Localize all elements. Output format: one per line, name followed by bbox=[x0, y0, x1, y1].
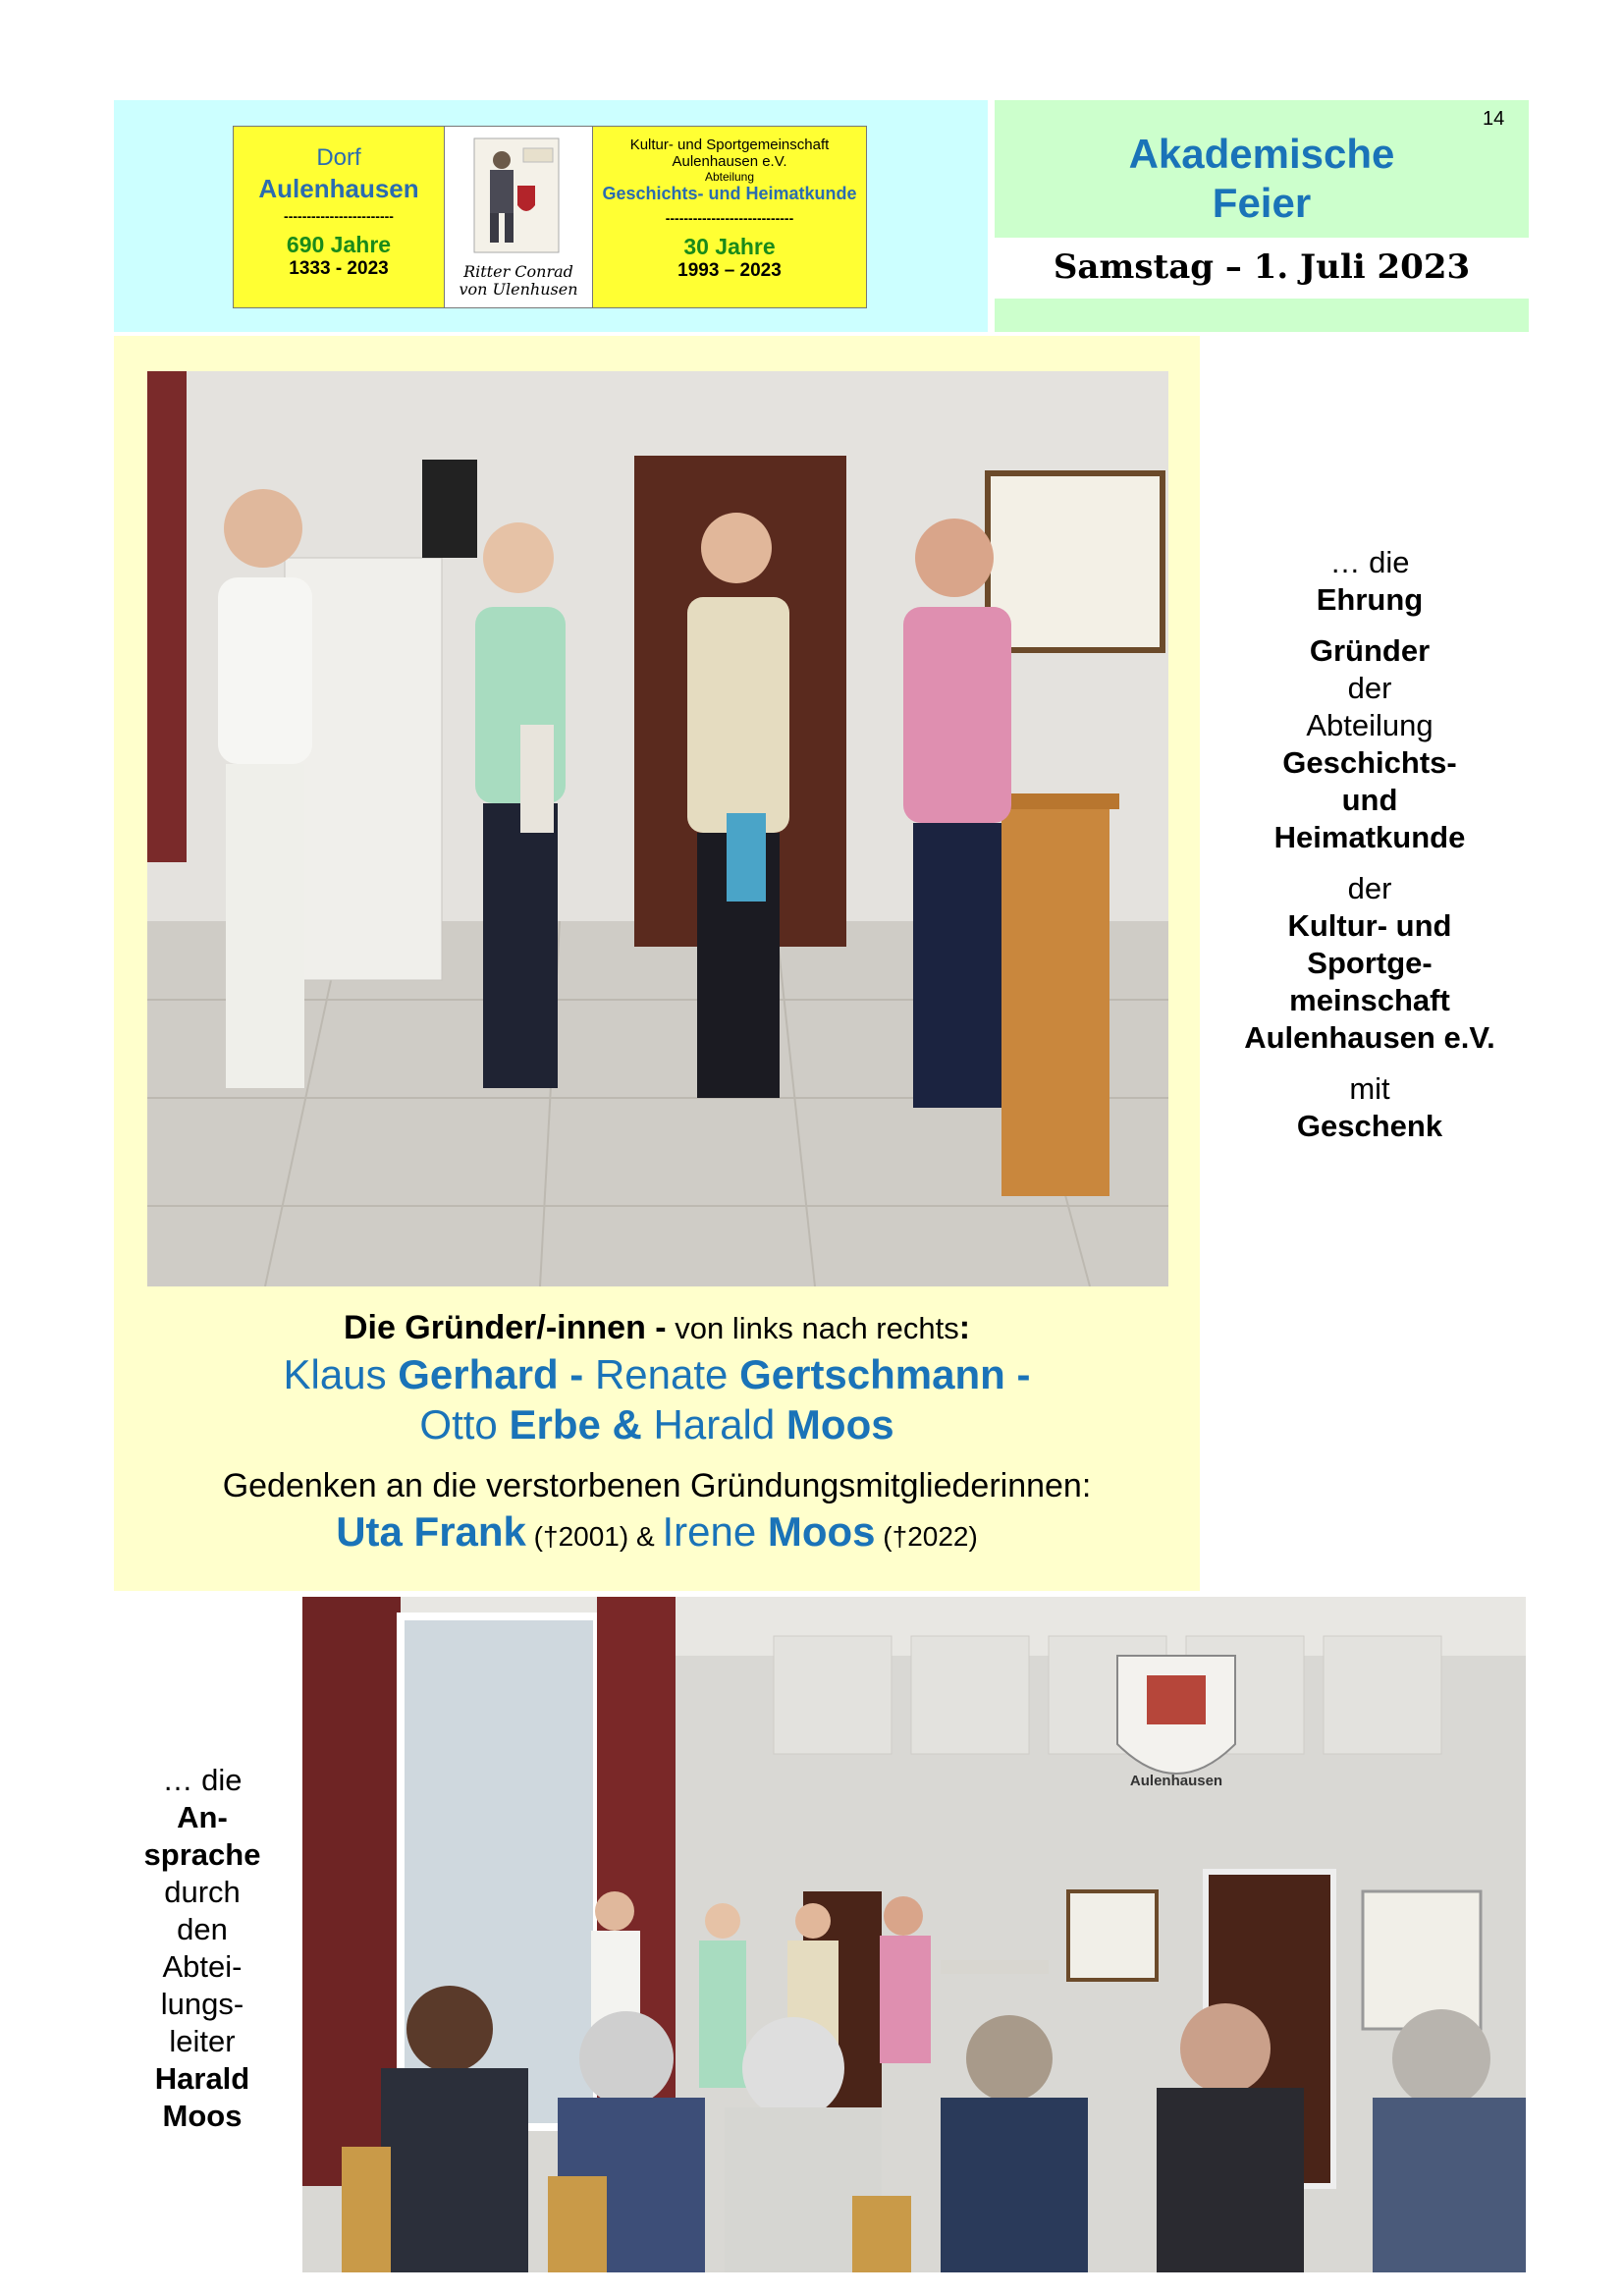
caption-ampersand: & bbox=[600, 1401, 654, 1448]
side1-line: meinschaft bbox=[1289, 983, 1450, 1017]
logo-divider: ------------------------ bbox=[284, 208, 394, 224]
logo-village-years-count: 690 Jahre bbox=[286, 232, 392, 257]
deceased-2-first: Irene bbox=[662, 1508, 768, 1555]
memorial-text: Gedenken an die verstorbenen Gründungsmitgliederinnen: bbox=[222, 1467, 1092, 1504]
side2-line: den bbox=[177, 1912, 228, 1946]
side1-spacer bbox=[1217, 619, 1522, 632]
deceased-2-last: Moos bbox=[767, 1508, 876, 1555]
photo-hall-speech bbox=[302, 1597, 1526, 2272]
logo-club-location: Aulenhausen e.V. bbox=[672, 153, 787, 170]
side2-line: leiter bbox=[169, 2024, 236, 2058]
founder-3-first: Otto bbox=[419, 1401, 510, 1448]
logo-village-label: Dorf bbox=[316, 144, 361, 171]
logo-knight-column bbox=[444, 127, 593, 307]
founder-1-first: Klaus bbox=[283, 1351, 399, 1397]
knight-illustration bbox=[445, 127, 592, 264]
side2-line: sprache bbox=[143, 1837, 261, 1872]
caption-heading bbox=[114, 1306, 1200, 1350]
hall-sign-text: Aulenhausen bbox=[1129, 1773, 1223, 1789]
founder-3-last: Erbe bbox=[509, 1401, 601, 1448]
founder-2-first: Renate bbox=[594, 1351, 740, 1397]
side2-line: durch bbox=[164, 1875, 241, 1909]
deceased-1-year: (†2001) bbox=[525, 1521, 636, 1552]
memorial-names bbox=[114, 1507, 1200, 1566]
side1-line: Ehrung bbox=[1316, 582, 1424, 617]
side1-line: der bbox=[1347, 871, 1392, 905]
anniversary-logo-banner bbox=[233, 126, 867, 308]
event-title-line1: Akademische bbox=[1128, 131, 1395, 177]
side2-line: Abtei- bbox=[162, 1949, 243, 1984]
side1-line: Sportge- bbox=[1307, 946, 1433, 980]
logo-club-department-name: Geschichts- und Heimatkunde bbox=[602, 184, 857, 203]
logo-village-column bbox=[234, 127, 444, 307]
photo-founders-illustration bbox=[147, 371, 1168, 1286]
side1-line: Aulenhausen e.V. bbox=[1244, 1020, 1495, 1055]
logo-club-name: Kultur- und Sportgemeinschaft bbox=[629, 137, 830, 153]
side1-spacer bbox=[1217, 856, 1522, 870]
side2-line: Moos bbox=[162, 2099, 243, 2133]
side1-line: Abteilung bbox=[1306, 708, 1434, 742]
deceased-1-name: Uta Frank bbox=[336, 1508, 526, 1555]
memorial-and: & bbox=[635, 1521, 663, 1552]
caption-separator-2: - bbox=[1004, 1351, 1031, 1397]
side1-line: Gründer bbox=[1309, 633, 1431, 668]
founders-caption bbox=[114, 1306, 1200, 1566]
logo-club-years-count: 30 Jahre bbox=[683, 234, 776, 259]
logo-club-column bbox=[593, 127, 866, 307]
side1-line: … die bbox=[1329, 545, 1410, 579]
side2-line: An- bbox=[177, 1800, 228, 1834]
event-date: Samstag – 1. Juli 2023 bbox=[1053, 247, 1471, 287]
side1-line: und bbox=[1341, 783, 1398, 817]
logo-club-years-range: 1993 – 2023 bbox=[677, 260, 782, 281]
side1-line: Kultur- und bbox=[1287, 908, 1452, 943]
founder-2-last: Gertschmann bbox=[739, 1351, 1005, 1397]
side1-line: Geschenk bbox=[1296, 1109, 1443, 1143]
logo-club-department-label: Abteilung bbox=[704, 170, 755, 184]
side1-line: der bbox=[1347, 671, 1392, 705]
caption-heading-colon: : bbox=[958, 1309, 971, 1346]
knight-caption-line1: Ritter Conrad bbox=[463, 262, 573, 281]
logo-village-name: Aulenhausen bbox=[258, 174, 419, 203]
logo-divider-right: ---------------------------- bbox=[665, 210, 794, 226]
event-title-line2: Feier bbox=[1212, 180, 1312, 226]
side-text-speech bbox=[114, 1762, 291, 2135]
page-number: 14 bbox=[1483, 108, 1505, 130]
side1-line: mit bbox=[1349, 1071, 1390, 1106]
caption-heading-normal: von links nach rechts bbox=[666, 1311, 959, 1345]
logo-village-years-range: 1333 - 2023 bbox=[289, 258, 389, 279]
side2-line: lungs- bbox=[160, 1987, 244, 2021]
side-text-honoring bbox=[1217, 544, 1522, 1145]
caption-separator: - bbox=[558, 1351, 595, 1397]
photo-hall-illustration bbox=[302, 1597, 1526, 2272]
side1-spacer bbox=[1217, 1057, 1522, 1070]
side2-line: … die bbox=[162, 1763, 243, 1797]
caption-names-line2 bbox=[114, 1399, 1200, 1450]
caption-heading-bold: Die Gründer/-innen - bbox=[343, 1309, 667, 1346]
side1-line: Heimatkunde bbox=[1273, 820, 1466, 854]
deceased-2-year: (†2022) bbox=[875, 1521, 978, 1552]
side2-line: Harald bbox=[154, 2061, 250, 2096]
photo-founders-honoring bbox=[147, 371, 1168, 1286]
knight-caption-line2: von Ulenhusen bbox=[459, 280, 578, 299]
title-box-bottom-strip bbox=[995, 299, 1529, 332]
event-title bbox=[995, 130, 1529, 228]
founder-4-last: Moos bbox=[785, 1401, 894, 1448]
founder-4-first: Harald bbox=[653, 1401, 786, 1448]
caption-names-line1 bbox=[114, 1350, 1200, 1399]
founder-1-last: Gerhard bbox=[398, 1351, 559, 1397]
side1-line: Geschichts- bbox=[1282, 745, 1457, 780]
